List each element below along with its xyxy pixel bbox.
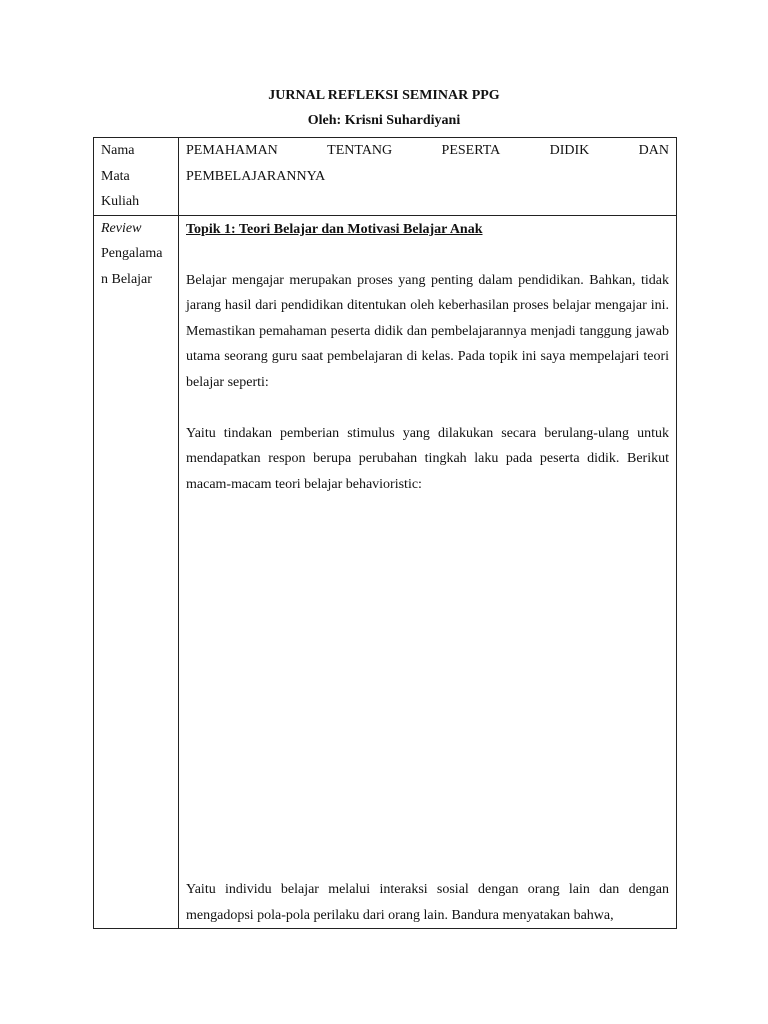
- table-row-review: [94, 215, 677, 929]
- course-value-word: TENTANG: [327, 143, 393, 158]
- course-label-line: Mata: [101, 168, 130, 184]
- author-line: Oleh: Krisni Suhardiyani: [307, 113, 461, 128]
- course-value-cell: [179, 138, 677, 216]
- review-label-cell: [94, 215, 179, 929]
- course-value-word: DAN: [638, 143, 669, 158]
- table-row-course: [94, 138, 677, 216]
- course-value-word: PEMAHAMAN: [186, 143, 278, 158]
- review-label-line: Pengalama: [101, 246, 163, 261]
- review-label-line: n Belajar: [101, 271, 152, 287]
- course-label-line: Kuliah: [101, 194, 140, 209]
- review-content-cell: [179, 215, 677, 929]
- course-value-line2: PEMBELAJARANNYA: [186, 168, 326, 184]
- topic-heading: Topik 1: Teori Belajar dan Motivasi Belajar Anak: [186, 221, 483, 237]
- document-title: JURNAL REFLEKSI SEMINAR PPG: [268, 88, 500, 103]
- course-value-word: DIDIK: [549, 143, 590, 158]
- review-label-line: Review: [101, 220, 142, 236]
- course-label-cell: [94, 138, 179, 216]
- course-value-line1: [186, 138, 669, 164]
- paragraph-social-learning: Yaitu individu belajar melalui interaksi sosial dengan orang lain dan dengan mengadopsi pola-pola perilaku dari orang lain. Bandura menyatakan bahwa,: [186, 882, 669, 923]
- reflection-table: [93, 137, 677, 929]
- paragraph-behavioristic: Yaitu tindakan pemberian stimulus yang dilakukan secara berulang-ulang untuk mendapatkan respon berupa perubahan tingkah laku pada peserta didik. Berikut macam-macam teori belajar behavioristic:: [186, 425, 669, 492]
- paragraph-intro: Belajar mengajar merupakan proses yang penting dalam pendidikan. Bahkan, tidak jarang hasil dari pendidikan ditentukan oleh keberhasilan proses belajar mengajar ini. Memastikan pemahaman peserta didik dan pembelajarannya menjadi tanggung jawab utama seorang guru saat pembelajaran di kelas. Pada topik ini saya mempelajari teori belajar seperti:: [186, 272, 669, 390]
- course-label-line: Nama: [101, 143, 135, 158]
- course-value-word: PESERTA: [441, 143, 501, 158]
